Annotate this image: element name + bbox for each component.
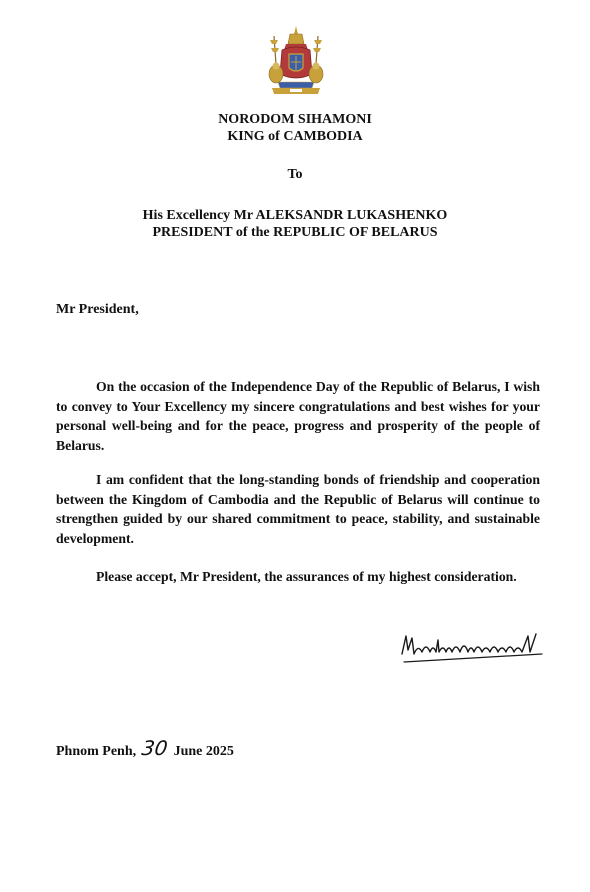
handwritten-day: 30 [140, 736, 170, 760]
recipient-block [0, 207, 590, 241]
letterhead [0, 111, 590, 145]
sender-name: NORODOM SIHAMONI [218, 112, 372, 127]
body-paragraph-1: On the occasion of the Independence Day of the Republic of Belarus, I wish to convey to Your Excellency my sincere congratulations and best wishes for your personal well-being and for the peace, progress and prosperity of the people of Belarus. [56, 379, 540, 453]
royal-coat-of-arms-icon [262, 24, 330, 96]
date-line [56, 736, 234, 760]
month-year: June 2025 [173, 744, 234, 759]
body-paragraph-2: I am confident that the long-standing bonds of friendship and cooperation between the Kingdom of Cambodia and the Republic of Belarus will continue to strengthen guided by our shared commitment to peace, stability, and sustainable development. [56, 472, 540, 546]
place: Phnom Penh, [56, 744, 137, 759]
salutation: Mr President, [56, 302, 139, 317]
to-label: To [287, 167, 303, 182]
sender-title: KING of CAMBODIA [227, 129, 363, 144]
recipient-name: His Excellency Mr ALEKSANDR LUKASHENKO [142, 208, 448, 223]
recipient-title: PRESIDENT of the REPUBLIC OF BELARUS [152, 225, 438, 240]
body-paragraph-3: Please accept, Mr President, the assurances of my highest consideration. [96, 569, 517, 584]
handwritten-signature [398, 628, 546, 670]
